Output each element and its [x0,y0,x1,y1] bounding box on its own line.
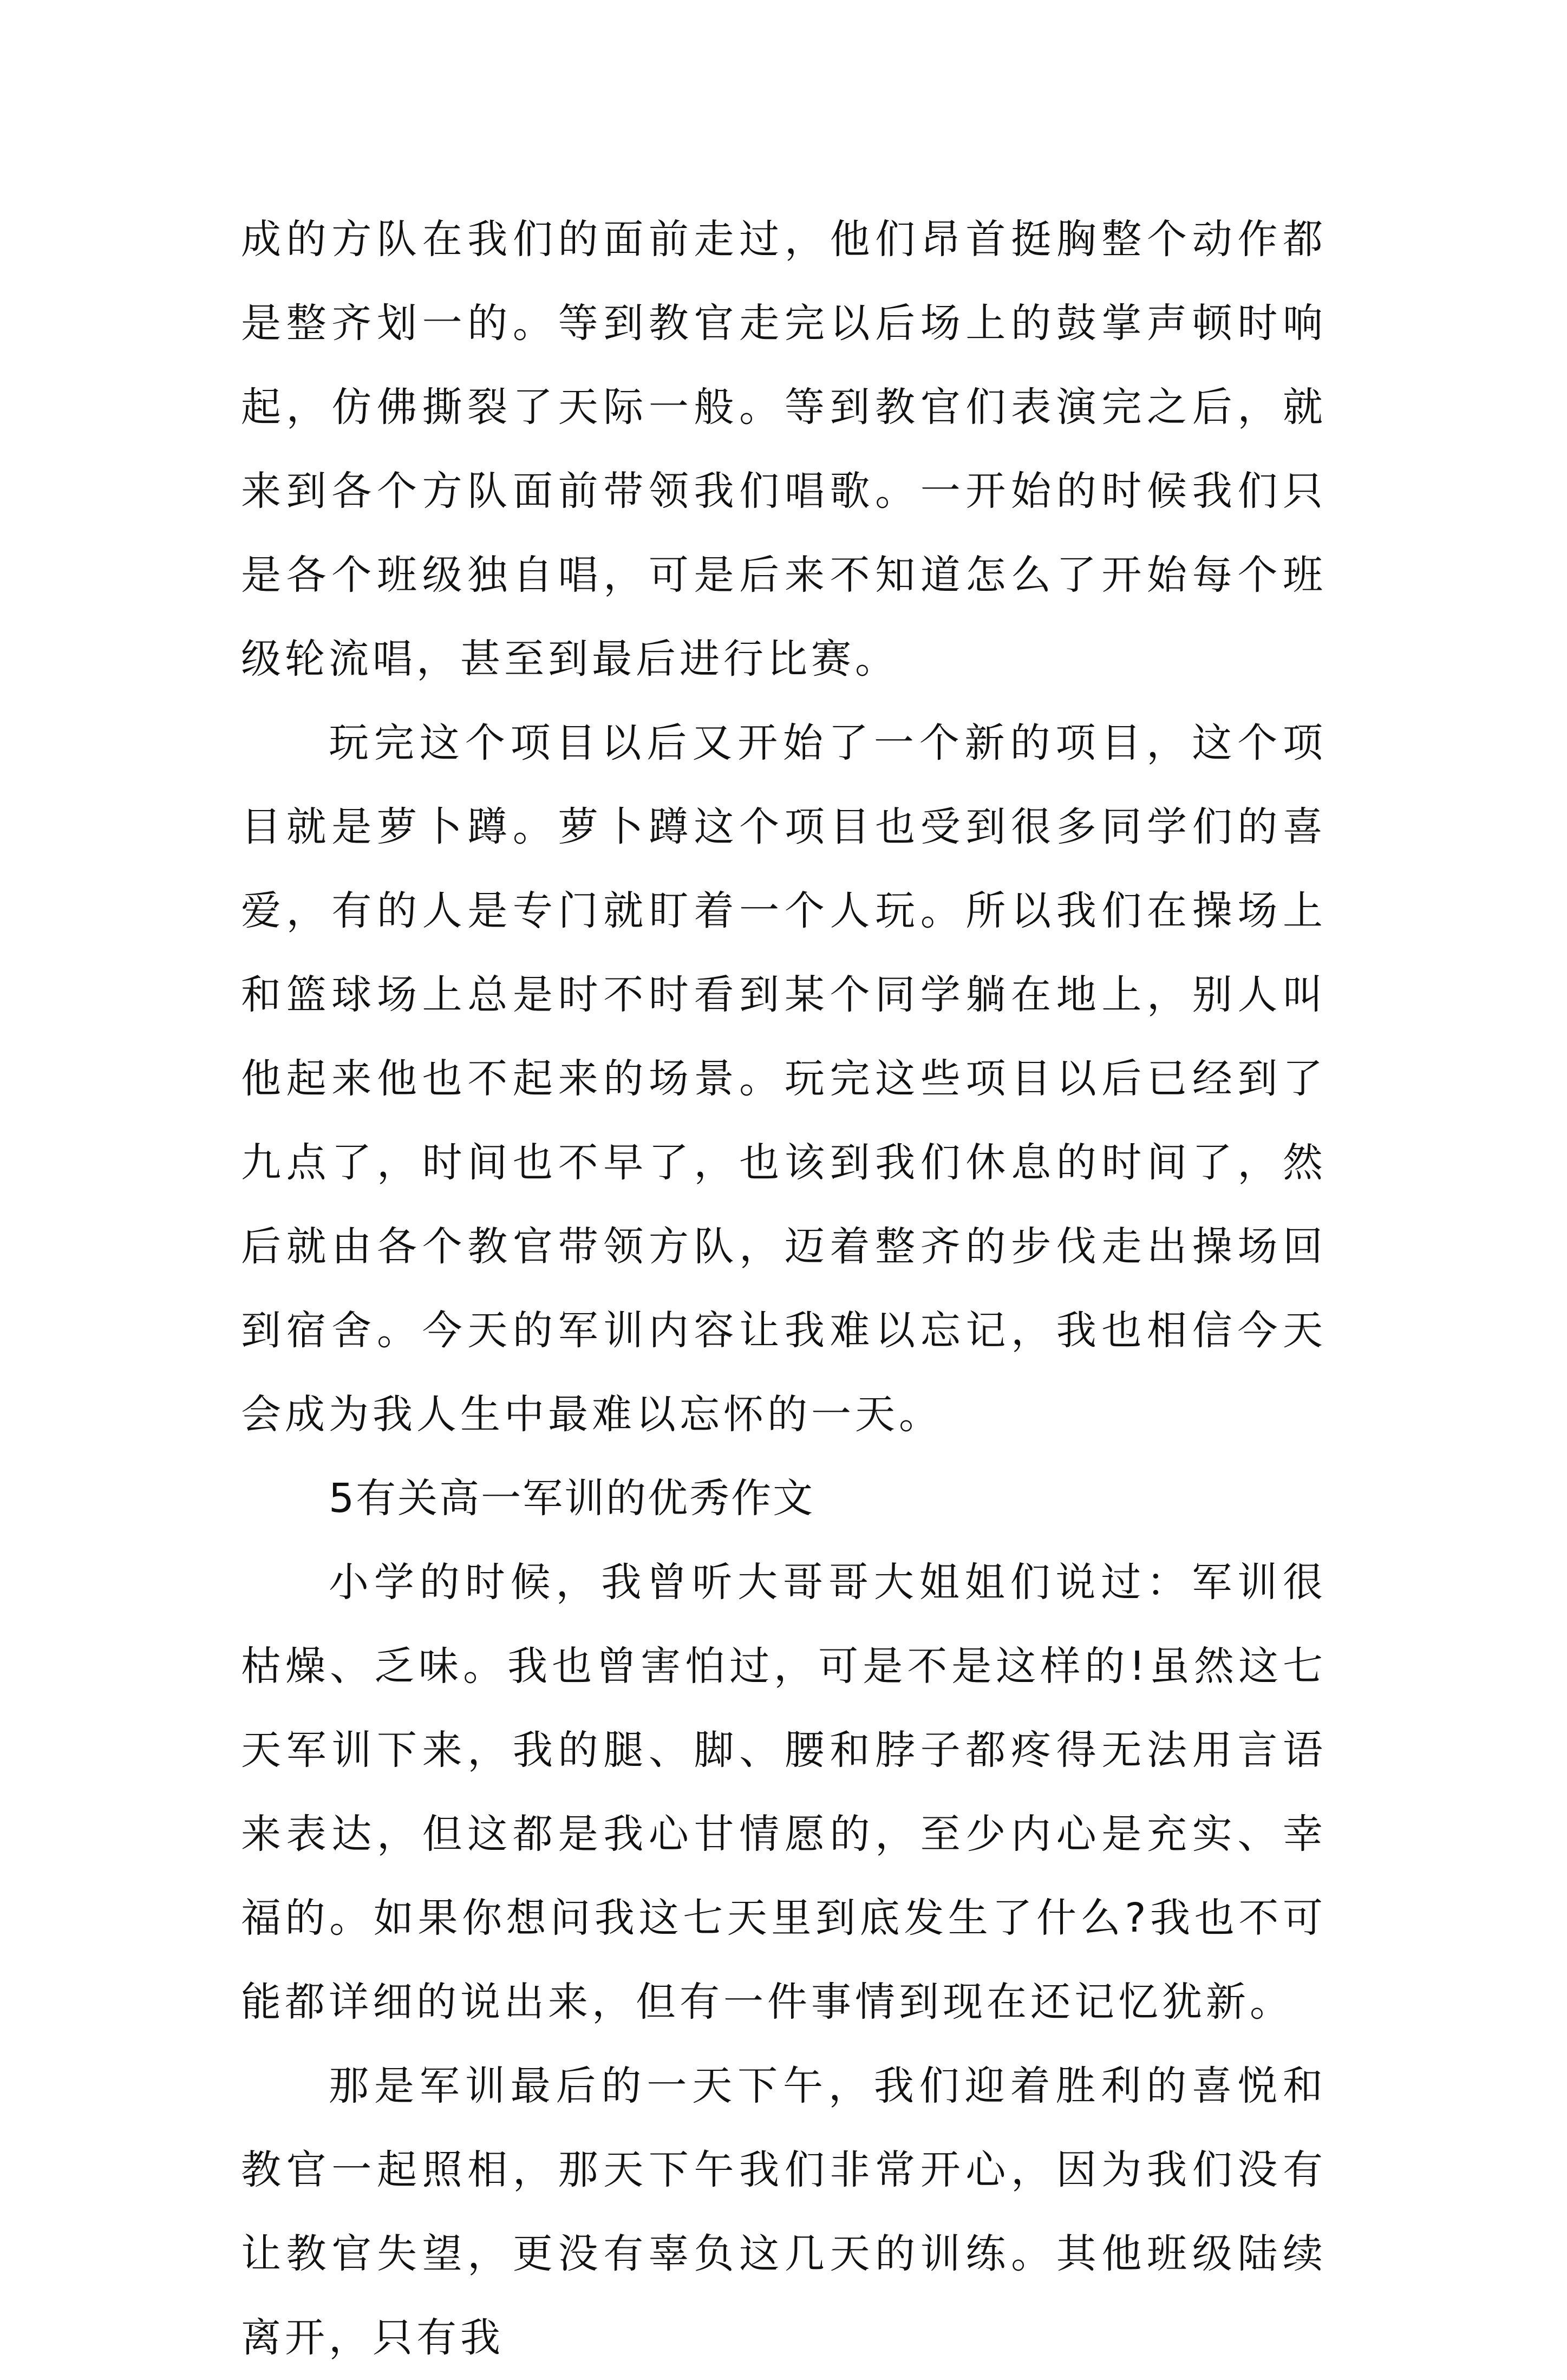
document-body [241,198,1327,2380]
paragraph-last-day: 那是军训最后的一天下午，我们迎着胜利的喜悦和教官一起照相，那天下午我们非常开心，因为我们没有让教官失望，更没有辜负这几天的训练。其他班级陆续离开，只有我 [241,2063,1327,2361]
paragraph-continuation: 成的方队在我们的面前走过，他们昂首挺胸整个动作都是整齐划一的。等到教官走完以后场上的鼓掌声顿时响起，仿佛撕裂了天际一般。等到教官们表演完之后，就来到各个方队面前带领我们唱歌。一开始的时候我们只是各个班级独自唱，可是后来不知道怎么了开始每个班级轮流唱，甚至到最后进行比赛。 [241,216,1327,682]
paragraph-radish-squat: 玩完这个项目以后又开始了一个新的项目，这个项目就是萝卜蹲。萝卜蹲这个项目也受到很多同学们的喜爱，有的人是专门就盯着一个人玩。所以我们在操场上和篮球场上总是时不时看到某个同学躺在地上，别人叫他起来他也不起来的场景。玩完这些项目以后已经到了九点了，时间也不早了，也该到我们休息的时间了，然后就由各个教官带领方队，迈着整齐的步伐走出操场回到宿舍。今天的军训内容让我难以忘记，我也相信今天会成为我人生中最难以忘怀的一天。 [241,720,1327,1438]
section-heading: 5有关高一军训的优秀作文 [329,1475,815,1522]
paragraph-primary-school: 小学的时候，我曾听大哥哥大姐姐们说过：军训很枯燥、乏味。我也曾害怕过，可是不是这样的!虽然这七天军训下来，我的腿、脚、腰和脖子都疼得无法用言语来表达，但这都是我心甘情愿的，至少内心是充实、幸福的。如果你想问我这七天里到底发生了什么?我也不可能都详细的说出来，但有一件事情到现在还记忆犹新。 [241,1559,1327,2025]
